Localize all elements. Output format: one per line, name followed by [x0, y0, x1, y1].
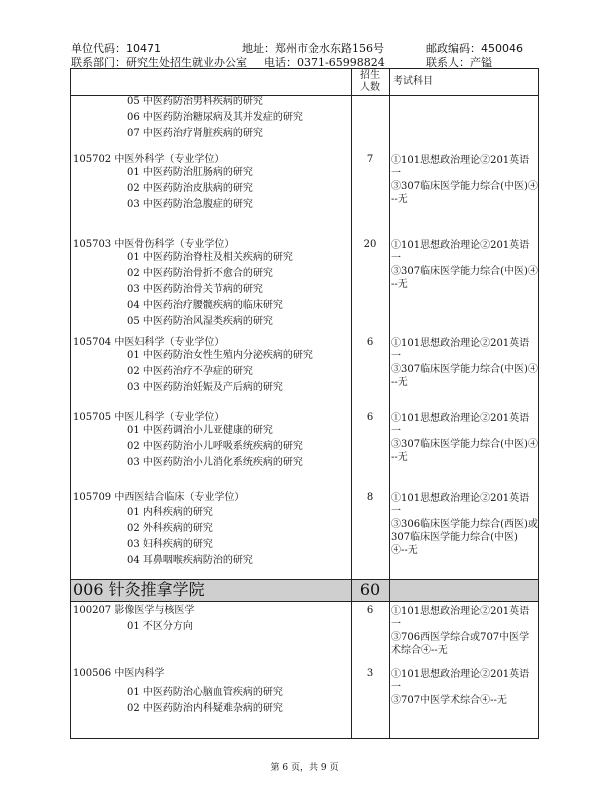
contact-value: 产镒: [470, 56, 492, 69]
col-quota-line1: 招生: [360, 70, 380, 81]
college-bottom-divider: [71, 601, 538, 602]
direction-row: 02 外科疾病的研究: [127, 523, 213, 534]
program-row: 105705 中医儿科学（专业学位）: [73, 412, 225, 423]
dept-value: 研究生处招生就业办公室: [126, 56, 247, 69]
col-divider-1: [351, 69, 352, 738]
phone-value: 0371-65998824: [297, 56, 385, 69]
page-footer: 第 6 页，共 9 页: [270, 763, 339, 773]
direction-row: 02 中医药防治骨折不愈合的研究: [127, 268, 273, 279]
direction-row: 01 不区分方向: [127, 621, 193, 632]
direction-row: 01 中医药防治女性生殖内分泌疾病的研究: [127, 350, 313, 361]
direction-row: 01 中医药防治肛肠病的研究: [127, 167, 253, 178]
direction-row: 02 中医药治疗不孕症的研究: [127, 366, 253, 377]
col-quota-line2: 人数: [360, 82, 380, 93]
direction-row: 03 妇科疾病的研究: [127, 539, 213, 550]
address-value: 郑州市金水东路156号: [275, 42, 384, 55]
unit-code-label: 单位代码：: [71, 42, 126, 55]
col-quota-header: [352, 70, 388, 94]
direction-row: 03 中医药防治小儿消化系统疾病的研究: [127, 457, 303, 468]
direction-row: 02 中医药防治皮肤病的研究: [127, 183, 253, 194]
program-exam: ①101思想政治理论②201英语一 ③307临床医学能力综合(中医)④ --无: [391, 155, 538, 205]
program-quota: 6: [366, 337, 374, 348]
program-quota: 3: [366, 668, 374, 679]
direction-row: 06 中医药防治糖尿病及其并发症的研究: [127, 112, 303, 123]
program-row: 105704 中医妇科学（专业学位）: [73, 337, 225, 348]
dept-label: 联系部门：: [71, 56, 126, 69]
enrollment-table: [70, 68, 539, 739]
college-quota: 60: [359, 580, 381, 599]
program-exam: ①101思想政治理论②201英语一 ③307临床医学能力综合(中医)④ --无: [391, 338, 538, 388]
program-row: 100506 中医内科学: [73, 668, 165, 679]
program-row: 105703 中医骨伤科学（专业学位）: [73, 239, 235, 250]
program-exam: ①101思想政治理论②201英语一 ③707中医学术综合④--无: [391, 669, 530, 706]
program-exam: ①101思想政治理论②201英语一 ③306临床医学能力综合(西医)或 307临床医学能力综合(中医) ④--无: [391, 493, 538, 556]
program-quota: 20: [363, 239, 377, 250]
postal-value: 450046: [481, 42, 523, 55]
program-quota: 8: [366, 492, 374, 503]
direction-row: 03 中医药防治急腹症的研究: [127, 199, 253, 210]
program-quota: 7: [366, 154, 374, 165]
contact-label: 联系人：: [426, 56, 470, 69]
direction-row: 07 中医药治疗肾脏疾病的研究: [127, 128, 263, 139]
direction-row: 05 中医药防治风湿类疾病的研究: [127, 316, 273, 327]
postal-label: 邮政编码：: [426, 42, 481, 55]
phone-label: 电话：: [264, 56, 297, 69]
program-quota: 6: [366, 412, 374, 423]
college-name: 006 针灸推拿学院: [73, 580, 205, 599]
direction-row: 01 中医药防治脊柱及相关疾病的研究: [127, 252, 293, 263]
address-label: 地址：: [242, 42, 275, 55]
program-row: 105702 中医外科学（专业学位）: [73, 154, 225, 165]
col-divider-2: [389, 69, 390, 738]
col-exam-header: 考试科目: [393, 76, 433, 87]
direction-row: 01 内科疾病的研究: [127, 507, 213, 518]
direction-row: 04 耳鼻咽喉疾病防治的研究: [127, 555, 253, 566]
direction-row: 04 中医药治疗腰髋疾病的临床研究: [127, 300, 283, 311]
direction-row: 05 中医药防治男科疾病的研究: [127, 96, 263, 107]
direction-row: 03 中医药防治骨关节病的研究: [127, 284, 263, 295]
program-exam: ①101思想政治理论②201英语一 ③706西医学综合或707中医学 术综合④--无: [391, 606, 530, 656]
direction-row: 01 中医药调治小儿亚健康的研究: [127, 425, 273, 436]
program-quota: 6: [366, 605, 374, 616]
program-row: 100207 影像医学与核医学: [73, 605, 195, 616]
direction-row: 03 中医药防治妊娠及产后病的研究: [127, 382, 283, 393]
program-exam: ①101思想政治理论②201英语一 ③307临床医学能力综合(中医)④ --无: [391, 413, 538, 463]
direction-row: 02 中医药防治内科疑难杂病的研究: [127, 703, 283, 714]
direction-row: 01 中医药防治心脑血管疾病的研究: [127, 687, 283, 698]
program-row: 105709 中西医结合临床（专业学位）: [73, 492, 245, 503]
program-exam: ①101思想政治理论②201英语一 ③307临床医学能力综合(中医)④ --无: [391, 240, 538, 290]
direction-row: 02 中医药防治小儿呼吸系统疾病的研究: [127, 441, 303, 452]
unit-code: 10471: [126, 42, 161, 55]
